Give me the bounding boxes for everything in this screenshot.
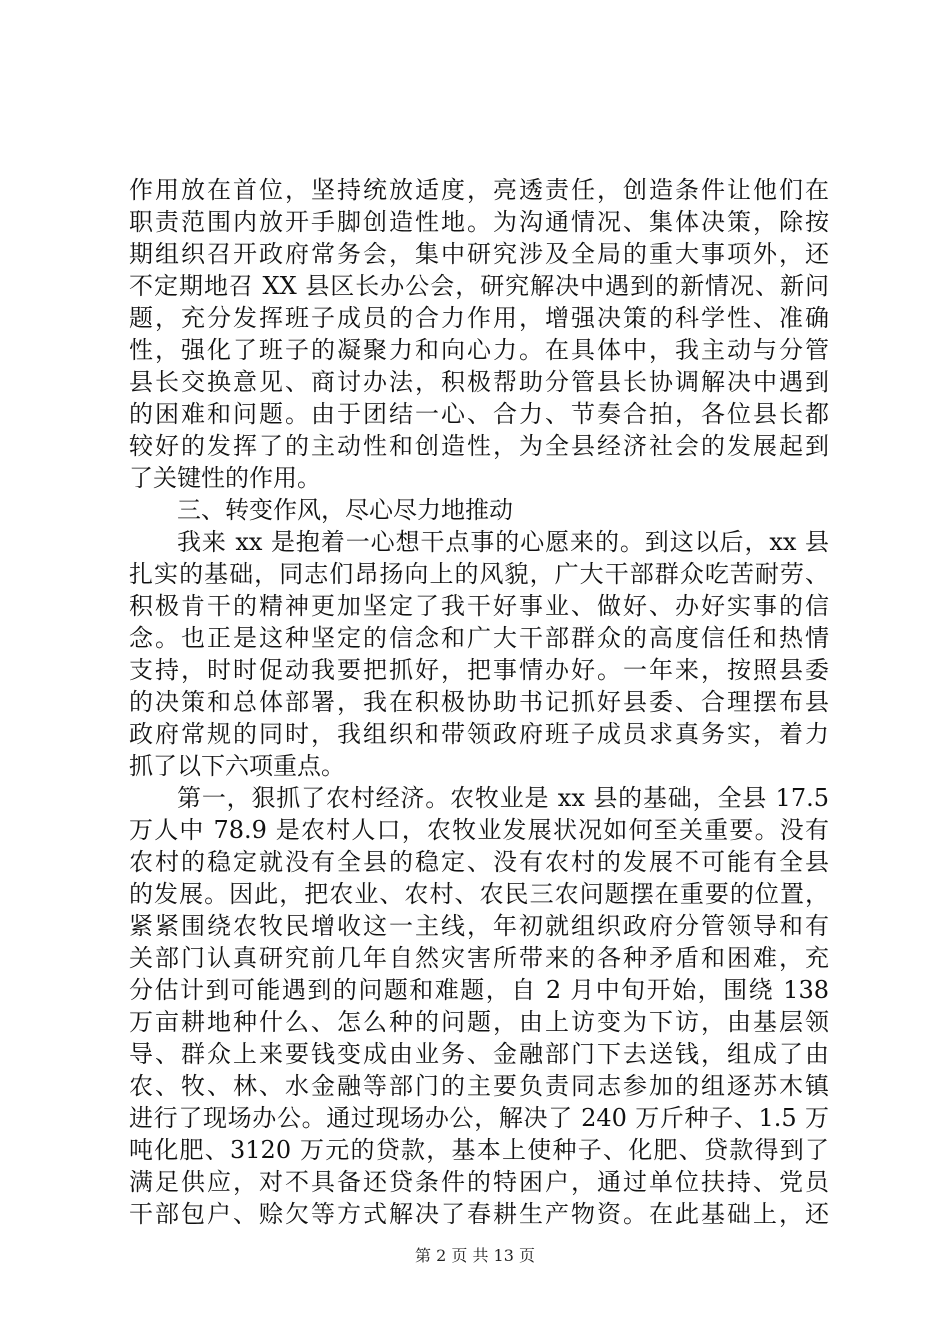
text-line: 关部门认真研究前几年自然灾害所带来的各种矛盾和困难，充 [129,944,829,972]
text-line: 了关键性的作用。 [129,464,321,492]
text-line: 紧紧围绕农牧民增收这一主线，年初就组织政府分管领导和有 [129,912,829,940]
text-line: 农村的稳定就没有全县的稳定、没有农村的发展不可能有全县 [129,848,829,876]
text-line: 进行了现场办公。通过现场办公，解决了 240 万斤种子、1.5 万 [129,1104,829,1132]
text-line: 期组织召开政府常务会，集中研究涉及全局的重大事项外，还 [129,240,829,268]
text-line: 满足供应，对不具备还贷条件的特困户，通过单位扶持、党员 [129,1168,829,1196]
text-line: 县长交换意见、商讨办法，积极帮助分管县长协调解决中遇到 [129,368,829,396]
text-line: 的发展。因此，把农业、农村、农民三农问题摆在重要的位置， [129,880,829,908]
text-line: 第一，狠抓了农村经济。农牧业是 xx 县的基础，全县 17.5 [177,784,829,812]
text-line: 不定期地召 XX 县区长办公会，研究解决中遇到的新情况、新问 [129,272,829,300]
text-line: 扎实的基础，同志们昂扬向上的风貌，广大干部群众吃苦耐劳、 [129,560,829,588]
text-line: 分估计到可能遇到的问题和难题，自 2 月中旬开始，围绕 138 [129,976,829,1004]
text-line: 抓了以下六项重点。 [129,752,345,780]
text-line: 我来 xx 是抱着一心想干点事的心愿来的。到这以后，xx 县 [177,528,829,556]
text-line: 性，强化了班子的凝聚力和向心力。在具体中，我主动与分管 [129,336,829,364]
text-line: 较好的发挥了的主动性和创造性，为全县经济社会的发展起到 [129,432,829,460]
text-line: 的困难和问题。由于团结一心、合力、节奏合拍，各位县长都 [129,400,829,428]
text-line: 政府常规的同时，我组织和带领政府班子成员求真务实，着力 [129,720,829,748]
text-line: 作用放在首位，坚持统放适度，亮透责任，创造条件让他们在 [129,176,829,204]
text-line: 的决策和总体部署，我在积极协助书记抓好县委、合理摆布县 [129,688,829,716]
page-number-label: 第 2 页 共 13 页 [415,1246,535,1265]
text-line: 吨化肥、3120 万元的贷款，基本上使种子、化肥、贷款得到了 [129,1136,829,1164]
text-line: 念。也正是这种坚定的信念和广大干部群众的高度信任和热情 [129,624,829,652]
text-line: 干部包户、赊欠等方式解决了春耕生产物资。在此基础上，还 [129,1200,829,1228]
text-line: 万亩耕地种什么、怎么种的问题，由上访变为下访，由基层领 [129,1008,829,1036]
text-line: 题，充分发挥班子成员的合力作用，增强决策的科学性、准确 [129,304,829,332]
text-line: 导、群众上来要钱变成由业务、金融部门下去送钱，组成了由 [129,1040,829,1068]
section-heading: 三、转变作风，尽心尽力地推动 [177,496,513,524]
text-line: 支持，时时促动我要把抓好，把事情办好。一年来，按照县委 [129,656,829,684]
text-line: 职责范围内放开手脚创造性地。为沟通情况、集体决策，除按 [129,208,829,236]
text-line: 万人中 78.9 是农村人口，农牧业发展状况如何至关重要。没有 [129,816,829,844]
text-line: 农、牧、林、水金融等部门的主要负责同志参加的组逐苏木镇 [129,1072,829,1100]
body-text [129,174,829,1230]
text-line: 积极肯干的精神更加坚定了我干好事业、做好、办好实事的信 [129,592,829,620]
page-footer [0,1244,950,1268]
